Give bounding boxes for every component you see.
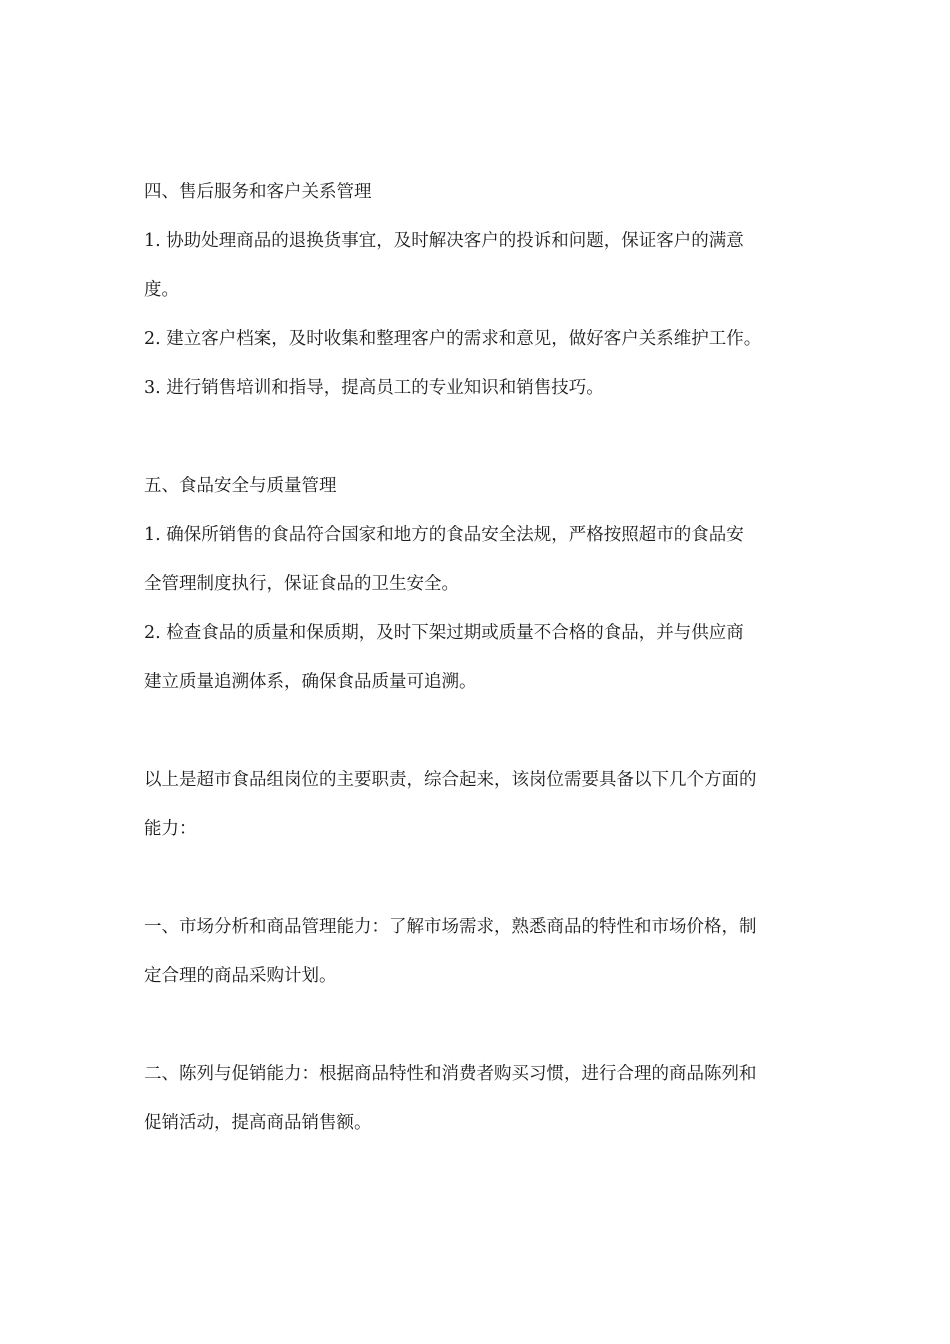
paragraph-line: 1. 协助处理商品的退换货事宜，及时解决客户的投诉和问题，保证客户的满意 [144,231,744,251]
ability-paragraph-line: 定合理的商品采购计划。 [144,966,337,986]
blank-line [144,707,812,756]
summary-paragraph-line: 能力： [144,819,197,839]
section-heading-after-sales: 四、售后服务和客户关系管理 [144,182,372,202]
paragraph-line: 3. 进行销售培训和指导，提高员工的专业知识和销售技巧。 [144,378,604,398]
blank-line [144,413,812,462]
paragraph-line: 建立质量追溯体系，确保食品质量可追溯。 [144,672,477,692]
paragraph-line: 全管理制度执行，保证食品的卫生安全。 [144,574,459,594]
blank-line [144,854,812,903]
document-body [144,168,812,1148]
ability-paragraph-line: 一、市场分析和商品管理能力：了解市场需求，熟悉商品的特性和市场价格，制 [144,917,757,937]
paragraph-line: 2. 检查食品的质量和保质期，及时下架过期或质量不合格的食品，并与供应商 [144,623,744,643]
ability-paragraph-line: 促销活动，提高商品销售额。 [144,1113,372,1133]
paragraph-line: 度。 [144,280,179,300]
section-heading-food-safety: 五、食品安全与质量管理 [144,476,337,496]
paragraph-line: 2. 建立客户档案，及时收集和整理客户的需求和意见，做好客户关系维护工作。 [144,329,762,349]
summary-paragraph-line: 以上是超市食品组岗位的主要职责，综合起来，该岗位需要具备以下几个方面的 [144,770,757,790]
paragraph-line: 1. 确保所销售的食品符合国家和地方的食品安全法规，严格按照超市的食品安 [144,525,744,545]
ability-paragraph-line: 二、陈列与促销能力：根据商品特性和消费者购买习惯，进行合理的商品陈列和 [144,1064,757,1084]
blank-line [144,1001,812,1050]
